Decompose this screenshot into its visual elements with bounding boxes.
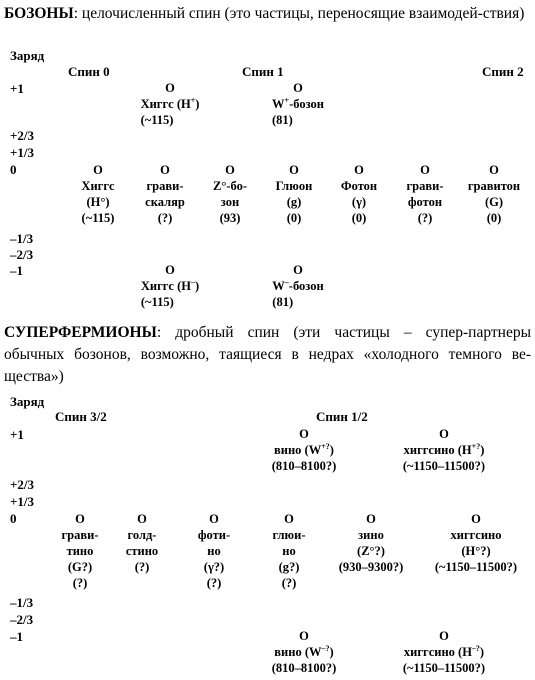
bosons-charge-minus1-3: –1/3	[10, 231, 34, 246]
superfermions-description: : дробный спин (эти частицы – супер-партнеры обычных бозонов, возможно, таящиеся в недрах «холодного темного ве-щества»)	[4, 324, 531, 385]
particle-graviphoton	[407, 162, 444, 226]
superfermions-heading-paragraph	[4, 322, 531, 388]
particle-mass: (~1150–11500?)	[402, 661, 486, 675]
particle-symbol: (g)	[286, 195, 302, 209]
particle-circle: O	[225, 163, 235, 177]
particle-symbol: (γ)	[351, 195, 367, 209]
particle-name: W	[272, 279, 285, 293]
particle-name: W	[272, 97, 285, 111]
particle-higgs-neutral	[81, 162, 114, 226]
superfermions-charge-zero: 0	[10, 511, 17, 526]
particle-z-boson	[213, 162, 247, 226]
particle-circle: O	[165, 81, 175, 95]
particle-higgsino-plus: O хиггсино (H+?) (~1150–11500?)	[402, 427, 486, 473]
particle-circle: O	[366, 512, 376, 526]
particle-charge-sup: –?	[471, 643, 480, 653]
particle-name: фоти-	[197, 528, 231, 542]
particle-name: хиггсино	[450, 528, 502, 542]
particle-mass: (~1150–11500?)	[402, 459, 486, 473]
particle-graviscalar	[145, 162, 185, 226]
particle-wino-plus: O вино (W+?) (810–8100?)	[271, 427, 337, 473]
particle-circle: O	[137, 512, 147, 526]
particle-symbol: (H°?)	[461, 544, 491, 558]
particle-mass: (?)	[206, 576, 222, 590]
particle-circle: O	[439, 427, 449, 441]
particle-mass: (93)	[219, 211, 241, 225]
particle-name: хиггсино (H	[403, 645, 472, 659]
particle-name: Фотон	[340, 179, 378, 193]
particle-mass: (0)	[286, 211, 302, 225]
particle-circle: O	[489, 163, 499, 177]
particle-mass: (810–8100?)	[271, 661, 337, 675]
superfermions-charge-label: Заряд	[10, 394, 45, 409]
superfermions-spin-1-2: Спин 1/2	[316, 409, 368, 424]
superfermions-heading: СУПЕРФЕРМИОНЫ	[4, 324, 157, 341]
particle-w-plus-boson	[272, 80, 324, 128]
particle-name-cont: скаляр	[145, 195, 185, 209]
particle-circle: O	[160, 163, 170, 177]
particle-graviton	[468, 162, 520, 226]
particle-charge-sup: +	[284, 95, 290, 105]
particle-higgsino-neutral	[435, 511, 517, 575]
particle-name-cont: зон	[220, 195, 240, 209]
particle-mass: (81)	[272, 295, 294, 309]
particle-charge-sup: +	[190, 95, 196, 105]
particle-charge-sup: –?	[321, 643, 330, 653]
particle-name: грави-	[146, 179, 184, 193]
particle-symbol: (g?)	[278, 560, 300, 574]
particle-name: Глюон	[275, 179, 313, 193]
particle-mass: (~115)	[81, 211, 115, 225]
particle-name: вино (W	[274, 645, 322, 659]
particle-zino	[339, 511, 404, 575]
particle-name: зино	[358, 528, 384, 542]
particle-circle: O	[165, 263, 175, 277]
particle-gluon	[276, 162, 313, 226]
particle-name: вино (W	[274, 443, 322, 457]
particle-name-cont: но	[207, 544, 221, 558]
particle-symbol: (G)	[484, 195, 504, 209]
particle-higgs-plus: O Хиггс (H+) (~115)	[140, 81, 200, 127]
particle-name: голд-	[127, 528, 157, 542]
particle-circle: O	[471, 512, 481, 526]
particle-circle: O	[354, 163, 364, 177]
particle-mass: (?)	[417, 211, 433, 225]
particle-mass: (~1150–11500?)	[434, 560, 518, 574]
particle-mass: (930–9300?)	[338, 560, 404, 574]
particle-mass: (?)	[134, 560, 150, 574]
particle-name-suffix: -бозон	[289, 97, 324, 111]
particle-name-cont: стино	[125, 544, 159, 558]
particle-mass: (81)	[272, 113, 293, 127]
particle-circle: O	[75, 512, 85, 526]
particle-photon	[341, 162, 377, 226]
particle-circle: O	[209, 512, 219, 526]
particle-name: грави-	[406, 179, 444, 193]
particle-name: Хиггс (H	[140, 279, 191, 293]
particle-mass: (~115)	[140, 113, 174, 127]
bosons-heading: БОЗОНЫ	[4, 5, 74, 22]
particle-name-cont: тино	[66, 544, 94, 558]
particle-name-suffix: -бозон	[288, 279, 324, 293]
particle-mass: (0)	[486, 211, 502, 225]
superfermions-charge-minus1-3: –1/3	[10, 595, 34, 610]
particle-circle: O	[299, 629, 309, 643]
particle-symbol: (H°)	[86, 195, 110, 209]
bosons-charge-minus1: –1	[10, 263, 23, 278]
bosons-charge-label: Заряд	[10, 48, 45, 63]
particle-name-cont: но	[282, 544, 296, 558]
particle-circle: O	[284, 512, 294, 526]
bosons-spin-0: Спин 0	[68, 64, 110, 79]
superfermions-spin-3-2: Спин 3/2	[55, 409, 107, 424]
particle-circle: O	[420, 163, 430, 177]
superfermions-charge-plus1-3: +1/3	[10, 494, 35, 509]
bosons-charge-plus1: +1	[10, 81, 24, 96]
particle-name: глюи-	[272, 528, 306, 542]
particle-name: грави-	[61, 528, 99, 542]
bosons-charge-plus1-3: +1/3	[10, 145, 35, 160]
particle-name: хиггсино (H	[403, 443, 472, 457]
particle-charge-sup: +?	[471, 441, 481, 451]
particle-mass: (?)	[157, 211, 173, 225]
particle-circle: O	[289, 163, 299, 177]
particle-symbol: (γ?)	[203, 560, 225, 574]
particle-goldstino	[126, 511, 158, 575]
particle-mass: (810–8100?)	[271, 459, 337, 473]
particle-charge-sup: +?	[321, 441, 330, 451]
bosons-spin-1: Спин 1	[242, 64, 284, 79]
particle-higgs-minus: O Хиггс (H–) (~115)	[140, 263, 200, 309]
particle-circle: O	[439, 629, 449, 643]
particle-charge-sup: –	[190, 277, 195, 287]
superfermions-charge-plus2-3: +2/3	[10, 477, 35, 492]
particle-wino-minus: O вино (W–?) (810–8100?)	[271, 629, 337, 675]
particle-gravitino	[62, 511, 99, 591]
superfermions-charge-minus1: –1	[10, 629, 23, 644]
particle-symbol: (G?)	[67, 560, 93, 574]
superfermions-charge-minus2-3: –2/3	[10, 612, 34, 627]
particle-circle: O	[299, 427, 309, 441]
particle-name: Хиггс	[81, 179, 115, 193]
particle-symbol: (Z°?)	[357, 544, 385, 558]
bosons-spin-2: Спин 2	[482, 64, 524, 79]
particle-name: Хиггс (H	[140, 97, 191, 111]
particle-charge-sup: –	[284, 277, 289, 287]
particle-mass: (?)	[281, 576, 297, 590]
particle-photino	[198, 511, 230, 591]
bosons-heading-paragraph	[4, 3, 531, 25]
particle-name: Z°-бо-	[213, 179, 247, 193]
particle-higgsino-minus: O хиггсино (H–?) (~1150–11500?)	[402, 629, 486, 675]
bosons-charge-plus2-3: +2/3	[10, 128, 35, 143]
particle-mass: (~115)	[140, 295, 174, 309]
particle-name-cont: фотон	[407, 195, 443, 209]
bosons-charge-zero: 0	[10, 162, 17, 177]
superfermions-charge-plus1: +1	[10, 427, 24, 442]
particle-circle: O	[293, 81, 303, 95]
bosons-charge-minus2-3: –2/3	[10, 247, 34, 262]
particle-mass: (0)	[351, 211, 367, 225]
particle-mass: (?)	[72, 576, 88, 590]
particle-name: гравитон	[467, 179, 521, 193]
particle-w-minus-boson	[272, 262, 323, 310]
particle-circle: O	[293, 263, 303, 277]
bosons-description: : целочисленный спин (это частицы, переносящие взаимодей-ствия)	[73, 5, 525, 22]
particle-gluino	[273, 511, 306, 591]
particle-circle: O	[93, 163, 103, 177]
